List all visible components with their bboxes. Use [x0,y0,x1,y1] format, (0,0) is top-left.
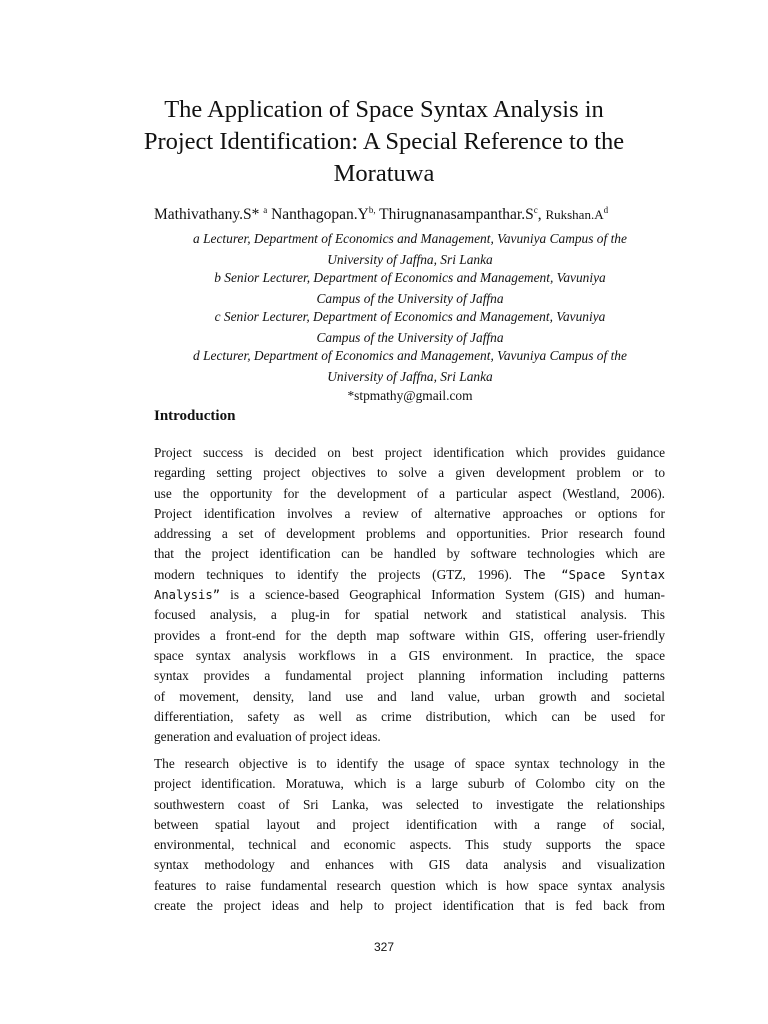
title-line: The Application of Space Syntax Analysis in [164,96,604,123]
text-segment: Analysis” [154,588,221,603]
text-segment: is a science-based Geographical Information System (GIS) and human- [220,587,665,603]
text-line: Project identification involves a review of alternative approaches or options for [154,505,665,521]
affiliation-a [150,229,670,270]
text-line: syntax methodology and enhances with GIS data analysis and visualization [154,857,665,873]
text-line: addressing a set of development problems and opportunities. Prior research found [154,526,665,542]
paper-title [120,94,648,190]
title-line: Moratuwa [333,160,435,187]
text-line: create the project ideas and help to project identification that is fed back from [154,898,665,914]
author-superscript: a [263,205,268,215]
text-line: use the opportunity for the development of a particular aspect (Westland, 2006). [154,485,665,501]
affiliation-line: c Senior Lecturer, Department of Economics and Management, Vavuniya [214,309,606,324]
text-line: regarding setting project objectives to solve a given development problem or to [154,465,665,481]
text-line: of movement, density, land use and land value, urban growth and societal [154,688,665,704]
text-line: project identification. Moratuwa, which is a large suburb of Colombo city on the [154,776,665,792]
text-line: The research objective is to identify the usage of space syntax technology in the [154,756,665,771]
text-line: that the project identification can be handled by software technologies which are [154,546,665,562]
author-name: Rukshan.A [545,207,604,222]
author-superscript: d [603,205,609,215]
author-name: Thirugnanasampanthar.S [375,206,534,223]
text-line [154,565,665,585]
affiliation-line: Campus of the University of Jaffna [316,329,504,345]
paragraph-intro-2 [154,754,665,916]
affiliation-line: Campus of the University of Jaffna [316,290,504,306]
author-superscript: c [533,205,538,215]
paragraph-intro-1 [154,443,665,747]
affiliation-c [150,307,670,348]
author-superscript: b, [368,205,376,215]
text-line: provides a front-end for the depth map software within GIS, offering user-friendly [154,627,665,643]
section-heading: Introduction [154,408,236,424]
affiliation-line: d Lecturer, Department of Economics and Management, Vavuniya Campus of the [193,348,627,363]
affiliation-line: University of Jaffna, Sri Lanka [327,251,493,267]
text-line: between spatial layout and project identification with a range of social, [154,816,665,832]
title-line: Project Identification: A Special Reference to the [143,128,625,155]
text-line: differentiation, safety as well as crime distribution, which can be used for [154,708,665,724]
text-line: generation and evaluation of project ideas. [154,729,381,745]
author-name: Nanthagopan.Y [267,206,369,223]
affiliation-line: a Lecturer, Department of Economics and Management, Vavuniya Campus of the [193,231,627,246]
text-line: Project success is decided on best project identification which provides guidance [154,445,665,460]
affiliation-b [150,268,670,309]
author-name: Mathivathany.S* [154,206,264,223]
page-number: 327 [373,940,395,954]
text-segment: modern techniques to identify the projects (GTZ, 1996). [154,566,524,582]
author-separator: , [537,206,546,223]
text-line: environmental, technical and economic aspects. This study supports the space [154,837,665,853]
affiliation-line: University of Jaffna, Sri Lanka [327,368,493,384]
author-list [154,205,674,225]
contact-email[interactable]: *stpmathy@gmail.com [347,388,473,403]
text-segment: The “Space Syntax [523,567,665,582]
text-line: southwestern coast of Sri Lanka, was selected to investigate the relationships [154,796,665,812]
text-line: syntax provides a fundamental project planning information including patterns [154,668,665,684]
text-line: focused analysis, a plug-in for spatial network and statistical analysis. This [154,607,665,623]
text-line [154,585,665,605]
text-line: space syntax analysis workflows in a GIS environment. In practice, the space [154,647,665,663]
text-line: features to raise fundamental research question which is how space syntax analysis [154,877,665,893]
affiliation-line: b Senior Lecturer, Department of Economics and Management, Vavuniya [214,270,606,285]
affiliation-d [150,346,670,387]
